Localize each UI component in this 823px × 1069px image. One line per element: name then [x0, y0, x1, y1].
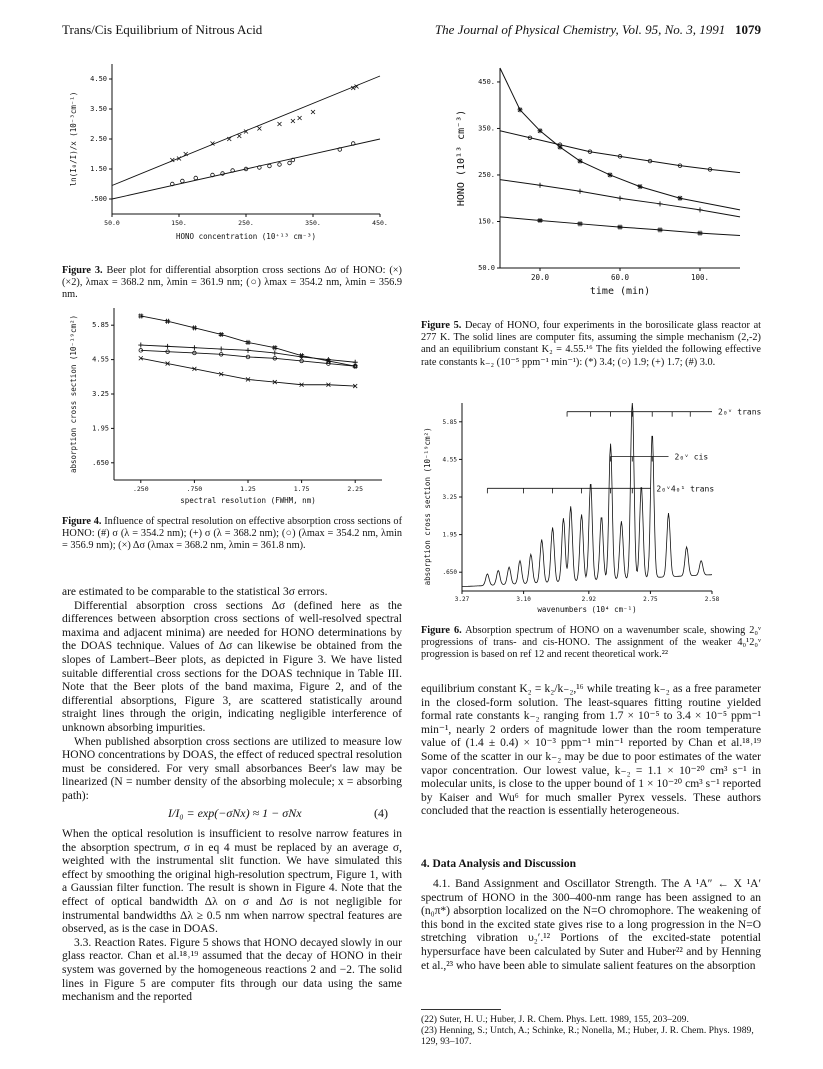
- figure-4-caption: [62, 516, 402, 553]
- fit-curve: [500, 131, 740, 173]
- y-tick-label: 5.85: [92, 321, 109, 330]
- data-point: [518, 107, 523, 112]
- figure-5-caption-text: Decay of HONO, four experiments in the borosilicate glass reactor at 277 K. The solid lines are computer fits, assuming the simple mechanism (2,-2) and an equilibrium constant K₂ = 4.55.¹⁶ The fits yielded the following effective rate constants k₋₂ (10⁻⁵ ppm⁻¹ min⁻¹): (*) 3.4; (○) 1.9; (+) 1.7; (#) 3.0.: [421, 320, 762, 368]
- progression-label: 2₀ᵛ4₀¹ trans: [656, 484, 715, 494]
- data-point: [194, 176, 198, 180]
- x-tick-label: 3.10: [516, 596, 531, 603]
- progression-label: 2₀ᵛ cis: [674, 452, 709, 462]
- data-point: [278, 163, 282, 167]
- figure-3-chart: [62, 58, 402, 248]
- x-tick-label: 450.: [372, 219, 388, 227]
- paragraph: 3.3. Reaction Rates. Figure 5 shows that HONO decayed slowly in our glass reactor. Chan et al.¹⁸˒¹⁹ assumed that the decay of HONO in their system was governed by the homogeneous reactions 2 and −2. The solid lines in Figure 5 are computer fits through our data using the same mechanism and the reported: [62, 936, 402, 1004]
- paragraph: are estimated to be comparable to the statistical 3σ errors.: [62, 586, 328, 598]
- equation-number: (4): [374, 806, 388, 820]
- page-number: 1079: [735, 22, 761, 37]
- y-tick-label: 450.: [478, 77, 495, 86]
- x-tick-label: 2.58: [704, 596, 720, 603]
- y-tick-label: .650: [442, 569, 457, 577]
- figure-6-caption-text: Absorption spectrum of HONO on a wavenumber scale, showing 2₀ᵛ progressions of trans- and cis-HONO. The assignment of the weaker 4₀¹2₀ᵛ progression is based on ref 12 and recent theoretical work.²²: [421, 625, 761, 661]
- references: [421, 1014, 761, 1047]
- data-point: [138, 343, 143, 348]
- data-point: [698, 207, 703, 212]
- x-tick-label: 1.75: [293, 485, 310, 493]
- figure-5-caption: [421, 320, 761, 369]
- x-tick-label: 2.75: [643, 596, 658, 603]
- x-tick-label: 150.: [171, 219, 187, 227]
- left-column-text-2: [62, 828, 402, 1005]
- y-tick-label: 3.50: [90, 105, 107, 113]
- y-tick-label: 4.55: [442, 456, 457, 464]
- x-axis-label: HONO concentration (10⁺¹³ cm⁻³): [176, 232, 316, 241]
- figure-4-chart: [62, 300, 402, 510]
- data-point: [538, 128, 543, 133]
- y-axis-label: absorption cross section (10⁻¹⁹cm²): [69, 314, 78, 474]
- data-point: [246, 348, 251, 353]
- figure-3-caption: [62, 265, 402, 302]
- paragraph: 4.1. Band Assignment and Oscillator Strength. The A ¹A″ ← X ¹A′ spectrum of HONO in the 300–400-nm range has been assigned to an (n₀π*) absorption localized on the N=O chromophore. The weakening of this bond in the excited state gives rise to a long progression in the N=O stretching vibration υ₂′.¹² Portions of the excited-state potential hypersurface have been calculated by Suter and Huber²² and by Henning et al.,²³ who have been able to simulate salient features on the absorption: [421, 878, 761, 972]
- x-tick-label: 2.92: [581, 596, 597, 603]
- right-column-text: [421, 683, 761, 819]
- paragraph: When the optical resolution is insufficient to resolve narrow features in the absorption spectrum, σ in eq 4 must be replaced by an average σ, weighted with the instrumental slit function. We have simulated this effect by smoothing the original high-resolution spectrum, Figure 1, with a Gaussian filter function. The result is shown in Figure 4. Note that the effect of optical bandwidth Δλ on σ and Δσ is not negligible for instrumental bandwidths Δλ ≥ 0.5 nm when narrow spectral features are observed, as is the case in DOAS.: [62, 828, 402, 936]
- x-tick-label: .250: [132, 485, 149, 493]
- x-axis-label: wavenumbers (10⁴ cm⁻¹): [537, 605, 637, 614]
- data-point: [181, 179, 185, 183]
- x-tick-label: 60.0: [610, 273, 630, 282]
- y-axis-label: ln(I₀/I)/x (10⁻³cm⁻¹): [69, 91, 78, 187]
- data-point: [578, 189, 583, 194]
- reference-23: (23) Henning, S.; Untch, A.; Schinke, R.; Nonella, M.; Huber, J. R. Chem. Phys. 1989, 129, 93–107.: [421, 1025, 754, 1047]
- y-tick-label: 350.: [478, 124, 495, 133]
- x-tick-label: 350.: [305, 219, 321, 227]
- data-point: [618, 196, 623, 201]
- data-point: [192, 345, 197, 350]
- figure-6-label: Figure 6.: [421, 625, 462, 636]
- data-point: [311, 110, 315, 114]
- x-tick-label: 1.25: [240, 485, 256, 493]
- data-point: [278, 122, 282, 126]
- y-tick-label: 1.95: [92, 424, 109, 433]
- left-column-text: [62, 586, 402, 804]
- y-tick-label: 1.50: [90, 165, 107, 173]
- x-tick-label: 50.0: [104, 219, 120, 227]
- y-axis-label: absorption cross section (10⁻¹⁹cm²): [423, 427, 432, 586]
- x-tick-label: 250.: [238, 219, 254, 227]
- y-tick-label: 1.95: [442, 531, 457, 539]
- x-tick-label: 20.0: [530, 273, 550, 282]
- data-point: [298, 116, 302, 120]
- x-tick-label: 3.27: [454, 596, 470, 603]
- figure-6-caption: [421, 625, 761, 662]
- figure-5-chart: [420, 58, 760, 308]
- journal-header: [416, 22, 761, 38]
- y-tick-label: 4.55: [92, 355, 109, 364]
- y-tick-label: 4.50: [90, 75, 107, 83]
- journal-citation: The Journal of Physical Chemistry, Vol. 95, No. 3, 1991: [434, 22, 726, 37]
- y-tick-label: .650: [92, 458, 109, 467]
- y-tick-label: 250.: [478, 170, 495, 179]
- y-tick-label: 50.0: [478, 264, 495, 272]
- figure-6-chart: [420, 395, 760, 615]
- y-axis-label: HONO (10¹³ cm⁻³): [456, 109, 467, 207]
- x-tick-label: .750: [186, 485, 203, 493]
- section-heading: 4. Data Analysis and Discussion: [421, 858, 576, 870]
- y-tick-label: 150.: [478, 217, 495, 226]
- paragraph: equilibrium constant K₂ = k₂/k₋₂,¹⁶ while treating k₋₂ as a free parameter in the closed-form solution. The least-squares fitting routine yielded formal rate constants k₋₂ ranging from 1.7 × 10⁻⁵ to 3.4 × 10⁻⁵ ppm⁻¹ min⁻¹, nearly 2 orders of magnitude lower than the room temperature value of (1.4 ± 0.4) × 10⁻³ ppm⁻¹ min⁻¹ reported by Chan et al.¹⁸˒¹⁹ Some of the scatter in our k₋₂ may be due to poor estimates of the water vapor concentration. Our lowest value, k₋₂ = 1.1 × 10⁻²⁰ cm³ s⁻¹ in molecular units, is close to the upper bound of 1 × 10⁻²⁰ cm³ s⁻¹ reported by Kaiser and Wu⁶ for much smaller Pyrex vessels. These authors concluded that the reaction is essentially heterogeneous.: [421, 683, 761, 818]
- figure-3-caption-text: Beer plot for differential absorption cross sections Δσ of HONO: (×) (×2), λmax = 368.2 nm, λmin = 361.9 nm; (○) λmax = 354.2 nm, λmin = 356.9 nm.: [62, 265, 402, 301]
- y-tick-label: 5.85: [442, 418, 457, 426]
- data-point: [268, 164, 272, 168]
- x-tick-label: 100.: [690, 273, 710, 282]
- spectrum-line: [462, 403, 715, 587]
- y-tick-label: 3.25: [92, 390, 109, 398]
- progression-label: 2₀ᵛ trans: [718, 407, 762, 417]
- data-point: [353, 360, 358, 365]
- figure-4-label: Figure 4.: [62, 516, 102, 527]
- footnote-rule: [421, 1009, 501, 1010]
- equation-4: I/I₀ = exp(−σNx) ≈ 1 − σNx: [168, 806, 302, 820]
- reference-22: (22) Suter, H. U.; Huber, J. R. Chem. Phys. Lett. 1989, 155, 203–209.: [421, 1014, 689, 1025]
- data-point: [221, 172, 225, 176]
- data-point: [678, 196, 683, 201]
- figure-3-label: Figure 3.: [62, 265, 103, 276]
- paragraph: When published absorption cross sections are utilized to measure low HONO concentrations by DOAS, the effect of reduced spectral resolution must be considered. For very small absorbances Beer's law may be linearized (N = number density of the absorbing molecule; x = absorbing path):: [62, 735, 402, 802]
- figure-5-label: Figure 5.: [421, 320, 462, 331]
- y-tick-label: .500: [90, 195, 107, 203]
- data-point: [538, 183, 543, 188]
- data-point: [257, 127, 261, 131]
- data-point: [219, 347, 224, 352]
- data-point: [288, 161, 292, 165]
- data-point: [237, 134, 241, 138]
- y-tick-label: 3.25: [442, 494, 457, 501]
- data-point: [578, 159, 583, 164]
- figure-4-caption-text: Influence of spectral resolution on effective absorption cross sections of HONO: (#) σ (λ = 354.2 nm); (+) σ (λ = 368.2 nm); (○) (λmax = 354.2 nm, λmin = 356.9 nm); (×) Δσ (λmax = 368.2 nm, λmin = 361.8 nm).: [62, 516, 403, 552]
- data-point: [272, 350, 277, 355]
- data-point: [638, 184, 643, 189]
- right-column-text-2: [421, 878, 761, 973]
- running-header: Trans/Cis Equilibrium of Nitrous Acid: [62, 22, 263, 37]
- x-axis-label: time (min): [589, 286, 651, 297]
- y-tick-label: 2.50: [90, 135, 107, 143]
- data-point: [658, 201, 663, 206]
- x-axis-label: spectral resolution (FWHM, nm): [180, 496, 316, 505]
- data-point: [165, 344, 170, 349]
- x-tick-label: 2.25: [347, 485, 364, 493]
- series-line: [141, 358, 355, 386]
- paragraph: Differential absorption cross sections Δσ (defined here as the differences between absorption cross sections of well-resolved spectral maxima and adjacent minima) are needed for HONO determinations by the DOAS technique. Values of Δσ can likewise be obtained from the slopes of Lambert–Beer plots, as depicted in Figure 3. We have listed suitable differential cross sections for the DOAS technique in Table III. Note that the Beer plots of the band maxima, Figure 2, and of the differential absorptions, Figure 3, are scattered statistically around straight lines through the origin, indicating negligible interference of unknown absorbing impurities.: [62, 599, 402, 734]
- data-point: [608, 172, 613, 177]
- data-point: [291, 119, 295, 123]
